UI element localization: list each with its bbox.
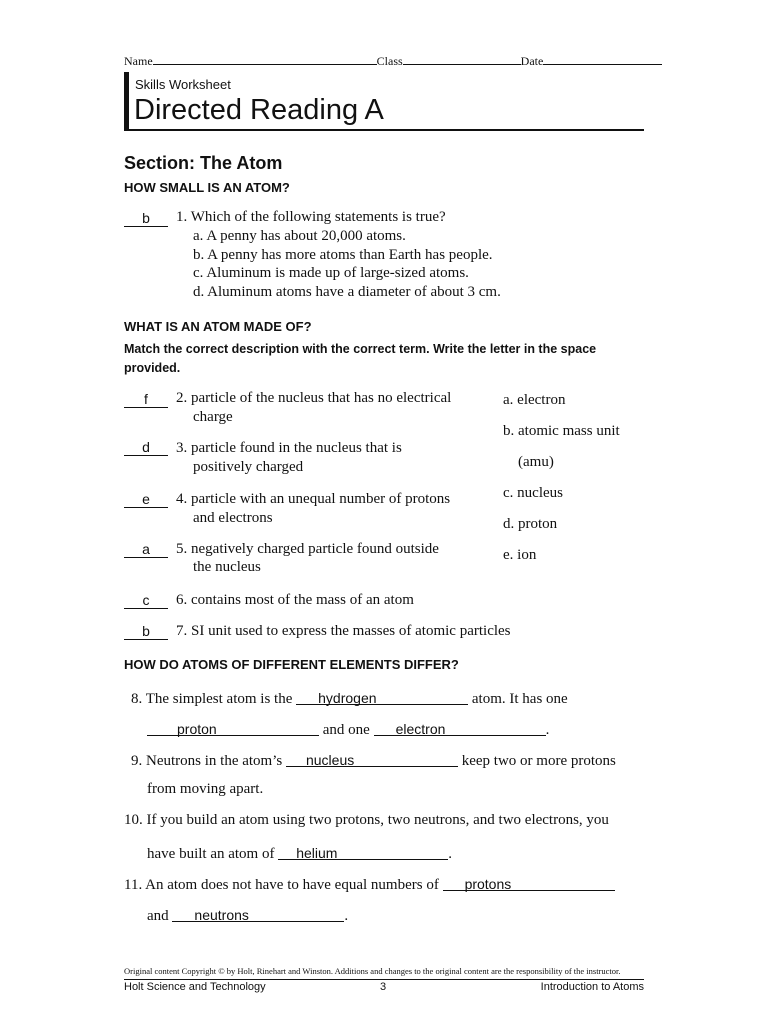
- term-b: b. atomic mass unit: [503, 423, 620, 439]
- item-6-line1: 6. contains most of the mass of an atom: [176, 592, 414, 608]
- q11-pre: An atom does not have to have equal numbers of: [145, 877, 439, 893]
- q8-and: and one: [322, 722, 370, 738]
- title-bar-left: [124, 72, 129, 131]
- heading-how-small: HOW SMALL IS AN ATOM?: [124, 180, 290, 195]
- question-9-line2: from moving apart.: [147, 781, 264, 797]
- term-e: e. ion: [503, 547, 537, 563]
- page-title: Directed Reading A: [134, 94, 384, 126]
- heading-atom-made-of: WHAT IS AN ATOM MADE OF?: [124, 319, 312, 334]
- date-field[interactable]: [543, 54, 662, 65]
- item-3-line1: 3. particle found in the nucleus that is: [176, 440, 402, 456]
- q8-mid: atom. It has one: [471, 691, 568, 707]
- q8-number: 8.: [131, 691, 143, 707]
- option-1c: c. Aluminum is made up of large-sized atoms.: [193, 265, 469, 281]
- q10-blank-1[interactable]: [278, 843, 448, 860]
- section-title: Section: The Atom: [124, 153, 283, 173]
- answer-blank-6[interactable]: c: [124, 592, 168, 609]
- q8-end: .: [545, 722, 550, 738]
- question-1: 1. Which of the following statements is true?: [176, 209, 446, 225]
- q10-number: 10.: [124, 812, 143, 828]
- q10-answer-1: helium: [296, 845, 338, 861]
- footer-chapter: Introduction to Atoms: [540, 981, 644, 993]
- class-field[interactable]: [403, 54, 521, 65]
- q8-answer-2: proton: [177, 721, 217, 737]
- term-d: d. proton: [503, 516, 558, 532]
- match-instructions-1: Match the correct description with the correct term. Write the letter in the space: [124, 342, 597, 356]
- term-c: c. nucleus: [503, 485, 563, 501]
- name-field[interactable]: [153, 54, 377, 65]
- question-8-line1: [131, 688, 568, 708]
- q8-answer-1: hydrogen: [318, 690, 377, 706]
- item-5-line2: the nucleus: [193, 559, 261, 575]
- answer-blank-7[interactable]: b: [124, 623, 168, 640]
- worksheet-kicker: Skills Worksheet: [135, 77, 231, 92]
- q11-blank-1[interactable]: [443, 874, 615, 891]
- q11-and: and: [147, 908, 169, 924]
- q11-blank-2[interactable]: [172, 905, 344, 922]
- copyright-notice: Original content Copyright © by Holt, Rinehart and Winston. Additions and changes to the original content are the responsibility of the instructor.: [124, 966, 621, 976]
- q9-pre: Neutrons in the atom’s: [146, 753, 283, 769]
- item-4-line2: and electrons: [193, 510, 273, 526]
- answer-blank-4[interactable]: e: [124, 491, 168, 508]
- term-b-abbrev: (amu): [518, 454, 554, 470]
- question-9-line1: [131, 750, 616, 770]
- q9-post: keep two or more protons: [461, 753, 616, 769]
- q11-number: 11.: [124, 877, 143, 893]
- heading-elements-differ: HOW DO ATOMS OF DIFFERENT ELEMENTS DIFFER?: [124, 657, 459, 672]
- item-2-line1: 2. particle of the nucleus that has no electrical: [176, 390, 452, 406]
- item-3-line2: positively charged: [193, 459, 304, 475]
- q9-number: 9.: [131, 753, 143, 769]
- item-7-line1: 7. SI unit used to express the masses of atomic particles: [176, 623, 511, 639]
- answer-blank-3[interactable]: d: [124, 439, 168, 456]
- item-5-line1: 5. negatively charged particle found outside: [176, 541, 439, 557]
- class-label: Class: [376, 54, 403, 68]
- q8-blank-3[interactable]: [374, 719, 546, 736]
- footer-rule: [124, 979, 644, 980]
- q10-end: .: [448, 846, 452, 862]
- option-1d: d. Aluminum atoms have a diameter of about 3 cm.: [193, 284, 501, 300]
- item-2-line2: charge: [193, 409, 233, 425]
- page-number: 3: [380, 981, 387, 993]
- student-info-header: [124, 54, 644, 69]
- question-10-line1: [124, 812, 609, 829]
- q9-blank-1[interactable]: [286, 750, 458, 767]
- q11-answer-1: protons: [464, 876, 512, 892]
- q8-blank-2[interactable]: [147, 719, 319, 736]
- question-11-line1: [124, 874, 615, 894]
- option-1a: a. A penny has about 20,000 atoms.: [193, 228, 406, 244]
- answer-blank-5[interactable]: a: [124, 541, 168, 558]
- name-label: Name: [124, 54, 153, 68]
- q11-answer-2: neutrons: [194, 907, 249, 923]
- item-4-line1: 4. particle with an unequal number of protons: [176, 491, 451, 507]
- answer-blank-2[interactable]: f: [124, 391, 168, 408]
- option-1b: b. A penny has more atoms than Earth has people.: [193, 247, 493, 263]
- q8-answer-3: electron: [395, 721, 446, 737]
- q10-pre: have built an atom of: [147, 846, 275, 862]
- q11-end: .: [344, 908, 349, 924]
- q10-text: If you build an atom using two protons, two neutrons, and two electrons, you: [146, 812, 609, 828]
- title-rule: [124, 129, 644, 131]
- match-instructions-2: provided.: [124, 361, 181, 375]
- footer-publisher: Holt Science and Technology: [124, 981, 266, 993]
- date-label: Date: [520, 54, 544, 68]
- q8-blank-1[interactable]: [296, 688, 468, 705]
- q9-answer-1: nucleus: [305, 752, 355, 768]
- term-a: a. electron: [503, 392, 566, 408]
- answer-blank-1[interactable]: b: [124, 210, 168, 227]
- question-11-line2: [147, 905, 348, 925]
- q8-pre: The simplest atom is the: [145, 691, 293, 707]
- question-8-line2: [147, 719, 549, 739]
- question-10-line2: [147, 843, 452, 863]
